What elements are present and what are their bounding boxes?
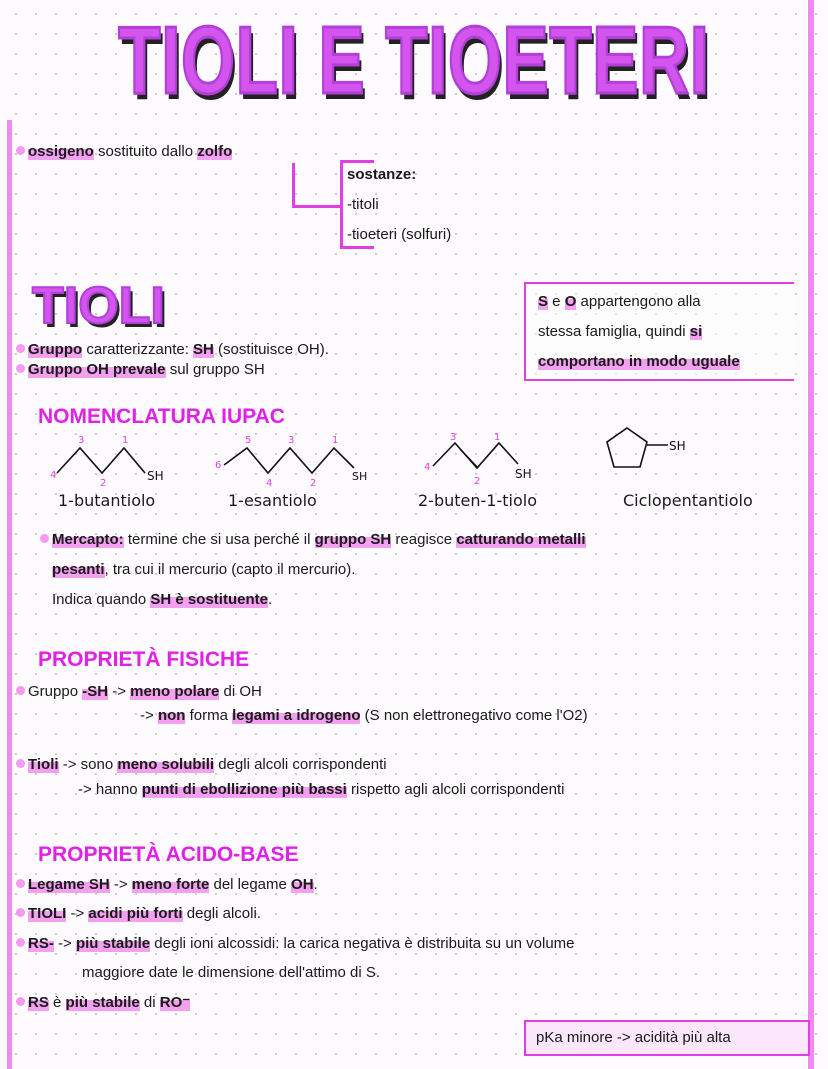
atom-number: 2: [310, 478, 317, 489]
atom-number: 4: [266, 478, 273, 489]
text-segment: ->: [108, 683, 131, 700]
text-segment: di: [139, 994, 160, 1011]
highlighted-text: meno polare: [130, 683, 220, 700]
text-segment: del legame: [209, 876, 292, 893]
molecule-name: 1-butantiolo: [58, 491, 156, 510]
atom-number: 5: [245, 435, 252, 446]
atom-number: 1: [332, 435, 339, 446]
fisiche-line: [16, 682, 262, 702]
text-segment: ->: [53, 935, 76, 952]
highlighted-text: più stabile: [65, 994, 140, 1011]
atom-number: 3: [78, 435, 85, 446]
section-heading-fisiche: PROPRIETÀ FISICHE: [38, 648, 250, 671]
mercapto-line: [52, 590, 272, 610]
bullet-icon: [16, 908, 25, 917]
text-segment: degli alcoli corrispondenti: [214, 756, 387, 773]
highlighted-text: Gruppo: [28, 341, 83, 358]
atom-number: 3: [450, 432, 457, 443]
text-segment: Gruppo: [28, 683, 83, 700]
highlighted-text: TIOLI: [28, 905, 67, 922]
highlighted-text: non: [157, 707, 186, 724]
text-segment: termine che si usa perché il: [123, 531, 315, 548]
text-segment: .: [267, 591, 273, 608]
section-heading-acidobase: PROPRIETÀ ACIDO-BASE: [38, 843, 299, 866]
pka-note-box: [524, 1020, 810, 1056]
highlighted-text: RS-: [28, 935, 54, 952]
highlighted-text: si: [689, 323, 703, 340]
bullet-icon: [16, 759, 25, 768]
molecule-1-butantiolo: [50, 435, 164, 489]
highlighted-text: legami a idrogeno: [232, 707, 361, 724]
substance-item: -titoli: [347, 196, 379, 213]
text-segment: (S non elettronegativo come l'O2): [360, 707, 588, 724]
highlighted-text: zolfo: [197, 143, 233, 160]
molecule-2-buten-1-tiolo: [424, 432, 532, 487]
text-segment: è: [48, 994, 66, 1011]
substance-item: -tioeteri (solfuri): [347, 226, 452, 243]
acidobase-line: [16, 934, 575, 954]
text-segment: di OH: [219, 683, 262, 700]
text-segment: rispetto agli alcoli corrispondenti: [346, 781, 565, 798]
pka-note: pKa minore -> acidità più alta: [536, 1029, 731, 1046]
sh-group-label: SH: [352, 470, 368, 483]
text-segment: degli ioni alcossidi: la carica negativa è distribuita su un volume: [150, 935, 575, 952]
acidobase-line: [16, 993, 190, 1013]
highlighted-text: catturando metalli: [456, 531, 586, 548]
highlighted-text: acidi più forti: [88, 905, 183, 922]
atom-number: 2: [474, 476, 481, 487]
page-title: TIOLI E TIOETERI: [118, 7, 710, 114]
atom-number: 3: [288, 435, 295, 446]
highlighted-text: meno solubili: [117, 756, 215, 773]
mercapto-line: [52, 560, 355, 580]
text-segment: .: [313, 876, 318, 893]
sh-group-label: SH: [147, 469, 164, 483]
text-segment: ->: [66, 905, 89, 922]
highlighted-text: Legame SH: [28, 876, 110, 893]
highlighted-text: comportano in modo uguale: [538, 353, 740, 370]
text-segment: maggiore date le dimensione dell'attimo di S.: [82, 964, 381, 981]
text-segment: Indica quando: [52, 591, 151, 608]
highlighted-text: RS: [28, 994, 49, 1011]
highlighted-text: ossigeno: [28, 143, 94, 160]
bullet-icon: [40, 534, 49, 543]
acidobase-line: [16, 875, 318, 895]
highlighted-text: pesanti: [52, 561, 105, 578]
highlighted-text: più stabile: [75, 935, 151, 952]
atom-number: 4: [424, 462, 431, 473]
text-segment: stessa famiglia, quindi: [538, 323, 690, 340]
bullet-icon: [16, 879, 25, 888]
highlighted-text: -SH: [82, 683, 109, 700]
substances-heading: sostanze:: [347, 166, 417, 183]
highlighted-text: punti di ebollizione più bassi: [141, 781, 347, 798]
highlighted-text: Tioli: [28, 756, 59, 773]
text-segment: sostituito dallo: [93, 143, 198, 160]
atom-number: 2: [100, 478, 107, 489]
atom-number: 4: [50, 470, 57, 481]
molecule-name: 2-buten-1-tiolo: [418, 491, 537, 510]
section-heading-nomenclatura: NOMENCLATURA IUPAC: [38, 405, 285, 428]
highlighted-text: SH: [193, 341, 214, 358]
text-segment: ->: [140, 707, 158, 724]
text-segment: e: [548, 293, 565, 310]
acidobase-line: [16, 904, 261, 924]
text-segment: degli alcoli.: [182, 905, 261, 922]
fisiche-line: [140, 706, 588, 726]
sh-group-label: SH: [515, 467, 532, 481]
text-segment: forma: [185, 707, 233, 724]
highlighted-text: OH: [291, 876, 314, 893]
fisiche-line: [16, 755, 387, 775]
acidobase-line: [82, 963, 380, 983]
highlighted-text: RO⁻: [159, 994, 191, 1011]
atom-number: 1: [494, 432, 501, 443]
molecule-structures: [0, 0, 828, 492]
text-segment: appartengono alla: [576, 293, 701, 310]
highlighted-text: S: [538, 293, 549, 310]
atom-number: 6: [215, 460, 222, 471]
mercapto-line: [40, 530, 586, 550]
highlighted-text: meno forte: [131, 876, 210, 893]
text-segment: reagisce: [391, 531, 457, 548]
text-segment: , tra cui il mercurio (capto il mercurio).: [104, 561, 356, 578]
atom-number: 1: [122, 435, 129, 446]
text-segment: (sostituisce OH).: [213, 341, 329, 358]
molecule-ciclopentantiolo: [607, 428, 686, 467]
section-title-tioli: TIOLI: [32, 277, 165, 335]
text-segment: sul gruppo SH: [165, 361, 265, 378]
highlighted-text: gruppo SH: [314, 531, 392, 548]
text-segment: -> sono: [58, 756, 118, 773]
molecule-1-esantiolo: [215, 435, 367, 489]
text-segment: ->: [109, 876, 132, 893]
highlighted-text: Mercapto:: [52, 531, 124, 548]
text-segment: caratterizzante:: [82, 341, 194, 358]
bullet-icon: [16, 686, 25, 695]
highlighted-text: SH è sostituente: [150, 591, 268, 608]
molecule-name: 1-esantiolo: [228, 491, 317, 510]
bullet-icon: [16, 997, 25, 1006]
highlighted-text: Gruppo OH prevale: [28, 361, 166, 378]
molecule-name: Ciclopentantiolo: [623, 491, 753, 510]
sh-group-label: SH: [669, 439, 686, 453]
highlighted-text: O: [564, 293, 577, 310]
fisiche-line: [78, 780, 564, 800]
text-segment: -> hanno: [78, 781, 142, 798]
bullet-icon: [16, 938, 25, 947]
